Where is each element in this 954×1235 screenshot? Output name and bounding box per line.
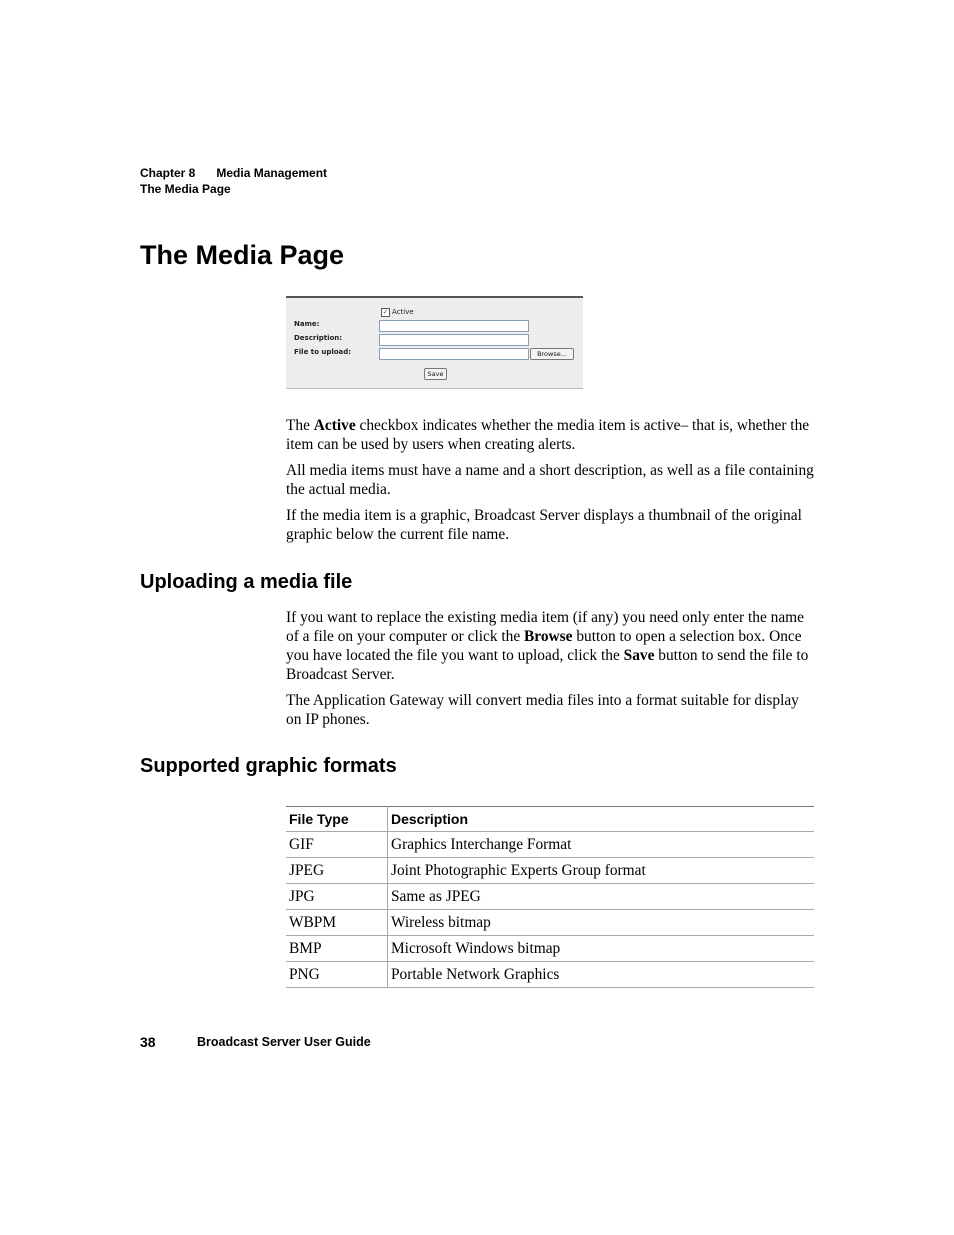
save-term: Save <box>623 647 655 664</box>
page-title: The Media Page <box>140 240 345 270</box>
active-checkbox[interactable] <box>381 308 390 317</box>
active-term: Active <box>313 417 356 434</box>
description-cell: Joint Photographic Experts Group format <box>388 858 815 884</box>
description-input[interactable] <box>379 334 529 346</box>
thumbnail-paragraph: If the media item is a graphic, Broadcast Server displays a thumbnail of the original graphic below the current file name. <box>286 507 802 543</box>
column-header-description: Description <box>388 807 815 832</box>
uploading-paragraph: If you want to replace the existing media item (if any) you need only enter the name of a file on your computer or click the Browse button to open a selection box. Once you have located the file you want to upload, click the Save button to send the file to Broadcast Server. <box>286 609 809 683</box>
section-name: The Media Page <box>140 182 231 196</box>
description-cell: Wireless bitmap <box>388 910 815 936</box>
file-type-cell: JPG <box>286 884 388 910</box>
chapter-title: Media Management <box>216 166 328 180</box>
table-row <box>286 884 814 910</box>
column-header-file-type: File Type <box>286 807 388 832</box>
file-type-cell: BMP <box>286 936 388 962</box>
description-cell: Portable Network Graphics <box>388 962 815 988</box>
requirements-paragraph: All media items must have a name and a short description, as well as a file containing the actual media. <box>286 462 814 498</box>
running-header <box>140 165 327 197</box>
gateway-paragraph: The Application Gateway will convert media files into a format suitable for display on IP phones. <box>286 692 799 728</box>
description-label: Description: <box>294 334 343 342</box>
checkmark-icon: ✓ <box>382 308 389 316</box>
description-cell: Graphics Interchange Format <box>388 832 815 858</box>
formats-table <box>286 806 814 988</box>
name-label: Name: <box>294 320 320 328</box>
table-row <box>286 936 814 962</box>
file-type-cell: GIF <box>286 832 388 858</box>
file-type-cell: PNG <box>286 962 388 988</box>
browse-term: Browse <box>524 628 573 645</box>
table-header-row <box>286 807 814 832</box>
table-row <box>286 832 814 858</box>
file-type-cell: WBPM <box>286 910 388 936</box>
chapter-number: Chapter 8 <box>140 166 196 180</box>
table-row <box>286 858 814 884</box>
file-type-cell: JPEG <box>286 858 388 884</box>
save-button[interactable]: Save <box>424 368 447 380</box>
description-cell: Same as JPEG <box>388 884 815 910</box>
table-row <box>286 910 814 936</box>
file-upload-input[interactable] <box>379 348 529 360</box>
formats-heading: Supported graphic formats <box>140 755 397 777</box>
active-label: Active <box>392 308 414 316</box>
media-form-screenshot <box>286 296 583 389</box>
uploading-heading: Uploading a media file <box>140 571 353 593</box>
description-cell: Microsoft Windows bitmap <box>388 936 815 962</box>
active-paragraph: The Active checkbox indicates whether the media item is active– that is, whether the item can be used by users when creating alerts. <box>286 417 810 453</box>
page-number: 38 <box>140 1034 156 1050</box>
file-upload-label: File to upload: <box>294 348 352 356</box>
name-input[interactable] <box>379 320 529 332</box>
guide-title: Broadcast Server User Guide <box>197 1035 371 1049</box>
browse-button[interactable]: Browse... <box>530 348 574 360</box>
table-row <box>286 962 814 988</box>
